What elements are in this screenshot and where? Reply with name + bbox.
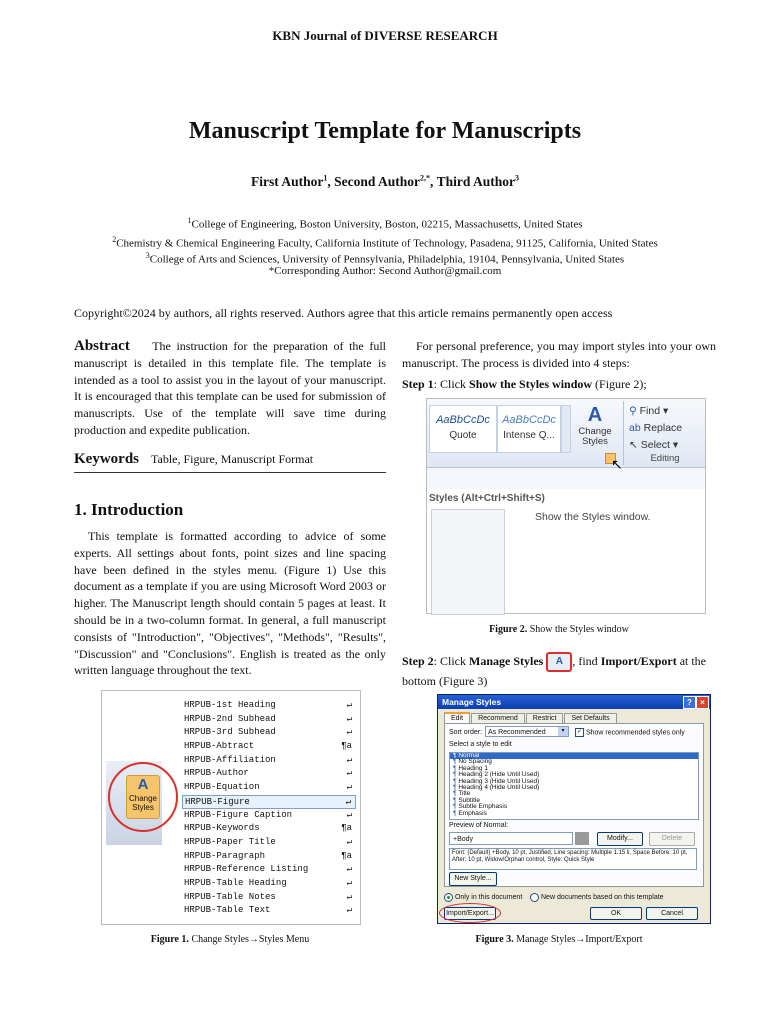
style-type-icon: ¶ <box>453 784 459 792</box>
style-type-icon: ¶ <box>453 764 459 772</box>
styles-menu-item-label: HRPUB-Table Text <box>184 905 271 916</box>
styles-pane <box>427 489 705 613</box>
affiliation-3: $^3$College of Arts and Sciences, University of Pennsylvania, Philadelphia, 19104, Pennsylvania, United States <box>145 251 625 266</box>
style-description: Font: (Default) +Body, 10 pt, Justified, Line spacing: Multiple 1.15 li, Space Before: 10 pt, After: 10 pt, Widow/Orphan control, Style: Quick Style <box>449 848 697 870</box>
style-type-icon: ¶ <box>453 796 459 804</box>
styles-menu-item-label: HRPUB-Reference Listing <box>184 864 309 875</box>
editing-group-label: Editing <box>650 453 680 464</box>
styles-menu-item[interactable] <box>182 740 356 754</box>
keywords <box>74 451 386 468</box>
style-type-icon: ¶ <box>453 758 459 766</box>
new-style-button[interactable]: New Style... <box>449 872 497 886</box>
ribbon <box>427 399 705 472</box>
styles-menu-item-label: HRPUB-Abtract <box>184 741 255 752</box>
cursor-icon: ↖ <box>611 456 623 472</box>
dialog-tab[interactable]: Edit <box>444 712 470 724</box>
abstract <box>74 338 386 439</box>
style-intense-quote[interactable]: AaBbCcDc Intense Q... <box>497 405 561 453</box>
select-arrow-icon: ↖ <box>629 439 638 451</box>
scope-radios <box>444 893 664 902</box>
paragraph-mark-icon: ¶a <box>341 741 352 752</box>
styles-menu-item-label: HRPUB-3rd Subhead <box>184 727 276 738</box>
step-1: Step 1: Click Show the Styles window (Figure 2); <box>402 376 647 391</box>
preview-box: +Body <box>449 832 573 845</box>
figure-2-caption: Figure 2. Show the Styles window <box>489 624 629 635</box>
highlight-ellipse <box>439 903 501 923</box>
paragraph-mark-icon: ↵ <box>346 713 352 724</box>
replace-button[interactable]: ab Replace <box>629 422 683 434</box>
styles-menu-item-label: HRPUB-Author <box>184 768 249 779</box>
binoculars-icon: ⚲ <box>629 405 637 417</box>
styles-menu-item-label: HRPUB-Paper Title <box>184 836 276 847</box>
styles-menu-item-label: HRPUB-Paragraph <box>184 850 266 861</box>
group-separator <box>623 401 624 465</box>
figure-2-image <box>426 398 706 614</box>
journal-name: KBN Journal of DIVERSE RESEARCH <box>272 28 498 43</box>
styles-menu-item-label: HRPUB-Equation <box>184 782 260 793</box>
affiliation-2: $^2$Chemistry & Chemical Engineering Faculty, California Institute of Technology, Pasadena, 91125, California, United States <box>112 235 658 250</box>
paragraph-mark-icon: ↵ <box>346 782 352 793</box>
find-button[interactable]: ⚲ Find ▾ <box>629 405 669 417</box>
styles-menu-item[interactable] <box>182 726 356 740</box>
corresponding-author: *Corresponding Author: Second Author@gmail.com <box>268 265 502 277</box>
styles-menu-item[interactable] <box>182 877 356 891</box>
figure-1-image <box>101 690 361 925</box>
styles-menu-item[interactable] <box>182 904 356 918</box>
preview-label: Preview of Normal: <box>449 822 509 829</box>
left-column <box>74 338 386 468</box>
styles-menu <box>182 699 356 918</box>
ok-button[interactable]: OK <box>590 907 642 920</box>
new-documents-radio[interactable]: New documents based on this template <box>530 894 664 901</box>
styles-menu-item[interactable] <box>182 781 356 795</box>
paper-title: Manuscript Template for Manuscripts <box>188 118 582 144</box>
style-type-icon: ¶ <box>453 777 459 785</box>
intro-text: This template is formatted according to advice of some experts. All settings about fonts, point sizes and line spacing have been defined in the styles menu. (Figure 1) Use this document as a template if you are using Microsoft Word 2003 or higher. The Manuscript length should contain 5 pages at least. It should be in a two-column format. In general, a full manuscript consists of "Introduction", "Objectives", "Methods", "Results", "Discussion" and "Conclusions". English is treated as the only written language throughout the text. <box>74 529 386 678</box>
paragraph-mark-icon: ↵ <box>346 727 352 738</box>
author-2: Second Author$^{2,*}$, <box>334 173 437 189</box>
style-list-item-label: Title <box>458 790 471 798</box>
step-2: Step 2: Click Manage Styles A , find Import/Export at the bottom (Figure 3) <box>402 654 707 689</box>
paragraph-mark-icon: ↵ <box>346 768 352 779</box>
styles-menu-item-label: HRPUB-Keywords <box>184 823 260 834</box>
editing-group <box>629 403 682 454</box>
paragraph-mark-icon: ↵ <box>346 891 352 902</box>
styles-menu-item[interactable] <box>182 891 356 905</box>
styles-a-icon: A <box>137 776 149 793</box>
styles-menu-item-label: HRPUB-Table Notes <box>184 891 276 902</box>
delete-button[interactable]: Delete <box>649 832 695 846</box>
dialog-tab[interactable]: Set Defaults <box>564 713 616 724</box>
import-export-button[interactable]: Import/Export... <box>444 907 496 920</box>
author-list <box>0 173 770 190</box>
styles-menu-item-label: HRPUB-Affiliation <box>184 754 276 765</box>
show-recommended-checkbox[interactable]: ✓ Show recommended styles only <box>576 729 685 737</box>
select-style-label: Select a style to edit <box>449 741 512 748</box>
styles-menu-item[interactable] <box>182 809 356 823</box>
abstract-heading: Abstract <box>74 338 130 354</box>
styles-menu-item[interactable] <box>182 795 356 809</box>
style-list-item[interactable] <box>450 811 698 817</box>
style-list[interactable] <box>449 752 699 820</box>
styles-menu-item[interactable] <box>182 863 356 877</box>
sort-order-select[interactable]: As Recommended ▾ <box>485 726 569 737</box>
paragraph-mark-icon: ↵ <box>346 864 352 875</box>
paragraph-mark-icon: ↵ <box>346 700 352 710</box>
cancel-button[interactable]: Cancel <box>646 907 698 920</box>
style-type-icon: ¶ <box>453 771 459 779</box>
styles-menu-item[interactable] <box>182 713 356 727</box>
preview-swatch <box>575 832 589 845</box>
replace-icon: ab <box>629 422 641 434</box>
styles-menu-item[interactable] <box>182 767 356 781</box>
dialog-tab[interactable]: Restrict <box>526 713 564 724</box>
style-type-icon: ¶ <box>453 803 459 811</box>
affiliation-1: $^1$College of Engineering, Boston University, Boston, 02215, Massachusetts, United States <box>187 216 583 231</box>
style-type-icon: ¶ <box>453 809 459 817</box>
styles-menu-item-label: HRPUB-Table Heading <box>184 877 287 888</box>
close-icon[interactable]: × <box>696 696 709 709</box>
style-type-icon: ¶ <box>453 790 459 798</box>
styles-pane-note: Show the Styles window. <box>535 511 651 523</box>
style-list-item-label: Emphasis <box>458 809 487 817</box>
manage-styles-icon: A <box>546 652 572 672</box>
styles-a-icon: A <box>587 404 603 426</box>
paragraph-mark-icon: ↵ <box>346 754 352 765</box>
keywords-text: Table, Figure, Manuscript Format <box>151 451 314 466</box>
abstract-text: The instruction for the preparation of the full manuscript is detailed in this template file. The template is intended as a tool to assist you in the layout of your manuscript. It is encouraged that this template can be used for submission of manuscripts. Use of the template will save time during production and expedite publication. <box>74 339 386 437</box>
styles-menu-item-label: HRPUB-2nd Subhead <box>184 713 276 724</box>
styles-menu-item[interactable] <box>182 754 356 768</box>
style-list-item-label: Subtitle <box>458 796 480 804</box>
figure-1-caption: Figure 1. Change Styles→Styles Menu <box>150 934 310 945</box>
paragraph-mark-icon: ¶a <box>341 823 352 834</box>
only-this-document-radio[interactable]: Only in this document <box>444 894 522 901</box>
change-styles-ribbon-button[interactable]: A Change Styles <box>573 403 617 457</box>
styles-menu-item-label: HRPUB-Figure <box>185 796 250 807</box>
styles-menu-item[interactable] <box>182 699 356 713</box>
select-button[interactable]: ↖ Select ▾ <box>629 439 679 451</box>
styles-menu-item-label: HRPUB-Figure Caption <box>184 809 293 820</box>
styles-menu-item[interactable] <box>182 850 356 864</box>
chevron-down-icon: ▾ <box>558 727 568 736</box>
checkbox-check-icon: ✓ <box>576 729 583 735</box>
paragraph-mark-icon: ↵ <box>346 836 352 847</box>
figure-3-caption: Figure 3. Manage Styles→Import/Export <box>475 934 643 945</box>
dialog-title-bar: Manage Styles ? × <box>438 695 710 709</box>
intro-heading: 1. Introduction <box>74 500 184 519</box>
paragraph-mark-icon: ↵ <box>346 877 352 888</box>
styles-pane-title: Styles (Alt+Ctrl+Shift+S) <box>429 493 545 504</box>
style-list-item-label: Subtle Emphasis <box>458 803 508 811</box>
right-para: For personal preference, you may import styles into your own manuscript. The process is divided into 4 steps: <box>402 339 716 370</box>
paragraph-mark-icon: ↵ <box>346 905 352 916</box>
sort-order-label: Sort order: <box>449 729 483 736</box>
style-list-item-label: Normal <box>458 752 480 759</box>
style-list-item-label: No Spacing <box>458 758 492 766</box>
keywords-heading: Keywords <box>74 450 139 467</box>
paragraph-mark-icon: ↵ <box>345 796 351 807</box>
modify-button[interactable]: Modify... <box>597 832 643 846</box>
style-type-icon: ¶ <box>453 752 459 759</box>
right-column <box>402 338 716 392</box>
style-quote[interactable]: AaBbCcDc Quote <box>429 405 497 453</box>
change-styles-button[interactable]: A Change Styles <box>126 775 160 819</box>
style-list-item-label: Heading 2 (Hide Until Used) <box>458 771 540 779</box>
styles-menu-item[interactable] <box>182 822 356 836</box>
paragraph-mark-icon: ¶a <box>341 850 352 861</box>
styles-menu-item-label: HRPUB-1st Heading <box>184 700 276 710</box>
author-3: Third Author$^3$ <box>436 173 519 189</box>
style-list-item-label: Heading 1 <box>458 764 488 772</box>
author-1: First Author$^1$, <box>251 173 335 189</box>
style-list-item-label: Heading 3 (Hide Until Used) <box>458 777 540 785</box>
styles-pane-thumbnail <box>431 509 505 615</box>
section-divider <box>74 472 386 473</box>
styles-menu-item[interactable] <box>182 836 356 850</box>
gallery-scroll[interactable] <box>561 405 571 453</box>
style-list-item-label: Heading 4 (Hide Until Used) <box>458 784 540 792</box>
figure-3-dialog <box>437 694 711 924</box>
help-icon[interactable]: ? <box>683 696 696 709</box>
dialog-tab[interactable]: Recommend <box>471 713 525 724</box>
paragraph-mark-icon: ↵ <box>346 809 352 820</box>
edit-tab-panel <box>444 723 704 887</box>
copyright-notice: Copyright©2024 by authors, all rights reserved. Authors agree that this article remains permanently open access <box>74 306 613 320</box>
